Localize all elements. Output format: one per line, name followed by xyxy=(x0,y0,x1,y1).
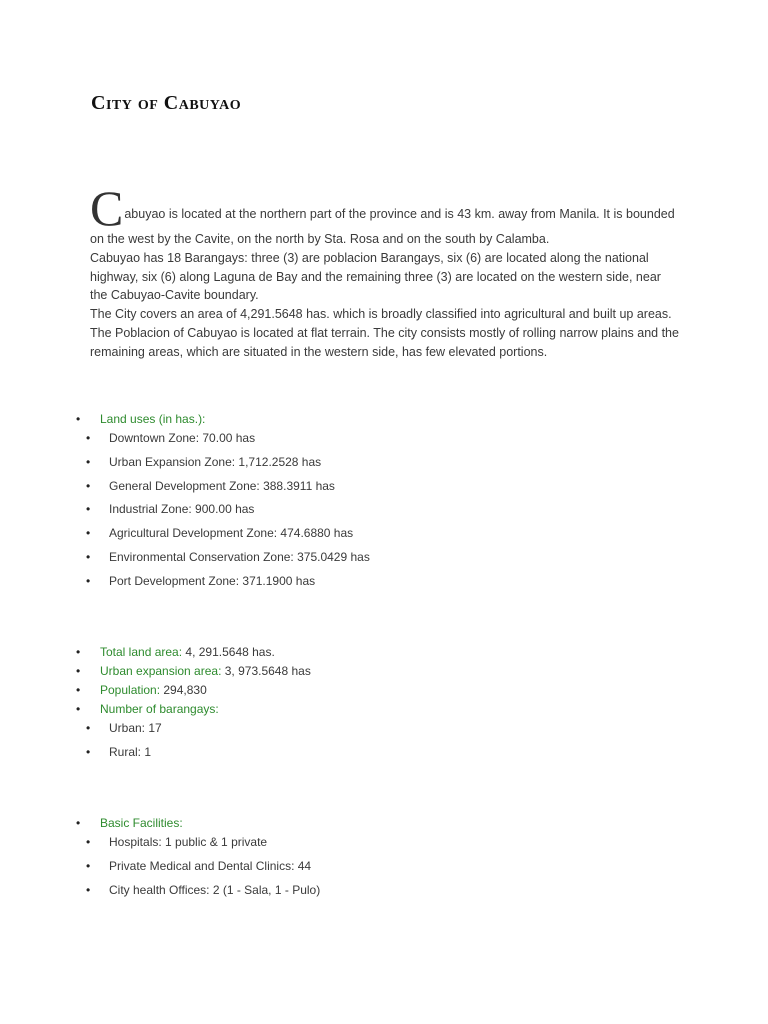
urban-expansion-label: Urban expansion area: xyxy=(100,664,222,678)
list-item: • Hospitals: 1 public & 1 private xyxy=(76,834,320,858)
number-of-barangays xyxy=(76,701,311,720)
land-uses-items xyxy=(76,430,370,597)
total-land-area-label: Total land area: xyxy=(100,645,183,659)
barangays-items xyxy=(76,720,162,768)
facilities-heading xyxy=(76,815,183,834)
list-item: • Urban Expansion Zone: 1,712.2528 has xyxy=(76,454,370,478)
list-item: • Environmental Conservation Zone: 375.0429 has xyxy=(76,549,370,573)
population-value: 294,830 xyxy=(160,683,207,697)
intro-first-line-text: abuyao is located at the northern part of the province and is 43 km. away from Manila. It is bounded xyxy=(124,207,675,222)
facilities-items xyxy=(76,834,320,905)
list-item: • Industrial Zone: 900.00 has xyxy=(76,501,370,525)
drop-cap: C xyxy=(90,180,124,236)
intro-paragraph-3: The City covers an area of 4,291.5648 has. which is broadly classified into agricultural and built up areas. The Poblacion of Cabuyao is located at flat terrain. The city consists mostly of rolling narrow plains and the remaining areas, which are situated in the western side, has few elevated portions. xyxy=(90,307,679,359)
list-item: • Agricultural Development Zone: 474.6880 has xyxy=(76,525,370,549)
list-item: • Downtown Zone: 70.00 has xyxy=(76,430,370,454)
list-item: • City health Offices: 2 (1 - Sala, 1 - Pulo) xyxy=(76,882,320,906)
total-land-area-value: 4, 291.5648 has. xyxy=(182,645,275,659)
land-uses-heading xyxy=(76,411,205,431)
list-item: • Rural: 1 xyxy=(76,744,162,768)
land-uses-list xyxy=(76,411,205,431)
population xyxy=(76,682,311,701)
facilities-list xyxy=(76,815,183,834)
intro-paragraph-1: on the west by the Cavite, on the north by Sta. Rosa and on the south by Calamba. xyxy=(90,232,550,246)
land-uses-label: Land uses (in has.): xyxy=(100,412,206,426)
intro-paragraph-2: Cabuyao has 18 Barangays: three (3) are poblacion Barangays, six (6) are located along the national highway, six (6) along Laguna de Bay and the remaining three (3) are located on the western side, near the Cabuyao-Cavite boundary. xyxy=(90,250,661,303)
list-item: • General Development Zone: 388.3911 has xyxy=(76,478,370,502)
total-land-area xyxy=(76,644,311,663)
urban-expansion-area xyxy=(76,663,311,682)
stats-list xyxy=(76,644,311,720)
list-item: • Private Medical and Dental Clinics: 44 xyxy=(76,858,320,882)
list-item: • Urban: 17 xyxy=(76,720,162,744)
intro-text xyxy=(90,180,680,362)
population-label: Population: xyxy=(100,683,161,697)
facilities-label: Basic Facilities: xyxy=(100,816,183,830)
list-item: • Port Development Zone: 371.1900 has xyxy=(76,573,370,597)
intro-first-line xyxy=(90,180,680,236)
page-title: City of Cabuyao xyxy=(91,92,242,114)
barangays-label: Number of barangays: xyxy=(100,702,219,716)
urban-expansion-value: 3, 973.5648 has xyxy=(221,664,311,678)
